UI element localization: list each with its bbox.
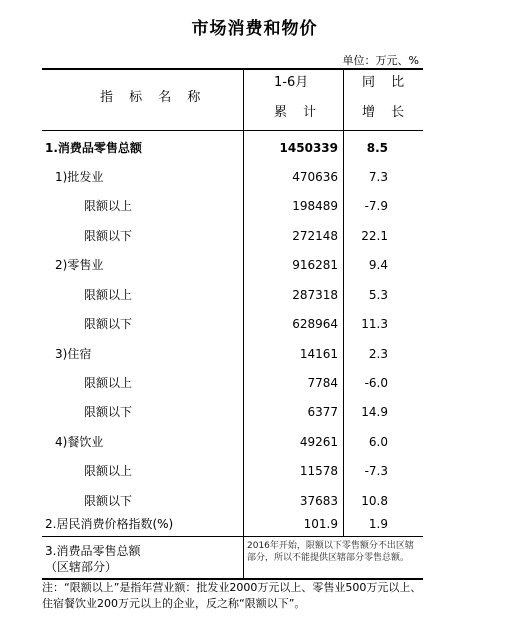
unit-label: 单位：万元、% [342, 54, 419, 67]
header-col2-line2: 增 长 [362, 105, 411, 120]
row-name: 限额以下 [84, 405, 133, 419]
row-name: 限额以下 [84, 317, 133, 331]
row-growth: 11.3 [361, 317, 388, 331]
row-growth: -6.0 [364, 376, 388, 390]
last-row-note: 2016年开始，限额以下零售额分不出区辖部分，所以不能提供区辖部分零售总额。 [247, 541, 414, 563]
table-top-border [42, 68, 423, 70]
row-growth: 9.4 [368, 258, 388, 272]
row-growth: 6.0 [368, 435, 388, 449]
row-separator [42, 536, 423, 537]
row-value: 628964 [292, 317, 338, 331]
row-name: 4)餐饮业 [55, 435, 104, 449]
row-name: 限额以下 [84, 229, 133, 243]
row-growth: 22.1 [361, 229, 388, 243]
page-title: 市场消费和物价 [191, 19, 318, 39]
header-col1-line2: 累 计 [274, 105, 323, 120]
row-name: 1)批发业 [55, 170, 104, 184]
row-value: 916281 [292, 258, 338, 272]
row-value: 287318 [292, 288, 338, 302]
row-growth: 10.8 [361, 494, 388, 508]
row-value: 37683 [299, 494, 338, 508]
row-growth: 5.3 [368, 288, 388, 302]
row-value: 198489 [292, 199, 338, 213]
column-divider-2 [343, 68, 344, 536]
row-growth: 7.3 [368, 170, 388, 184]
row-name: 限额以上 [84, 376, 133, 390]
header-name-col: 指 标 名 称 [100, 90, 207, 105]
row-value: 49261 [299, 435, 338, 449]
row-growth: -7.9 [364, 199, 388, 213]
row-value: 6377 [307, 405, 338, 419]
row-growth: 14.9 [361, 405, 388, 419]
header-col2-line1: 同 比 [362, 75, 411, 90]
last-row-name-line1: 3.消费品零售总额 [45, 544, 141, 558]
row-value: 11578 [299, 464, 338, 478]
row-growth: 2.3 [368, 347, 388, 361]
row-name: 1.消费品零售总额 [45, 141, 142, 155]
row-growth: 1.9 [368, 517, 388, 531]
row-value: 470636 [292, 170, 338, 184]
row-name: 限额以上 [84, 288, 133, 302]
column-divider-1 [243, 68, 244, 578]
header-col1-line1: 1-6月 [274, 75, 309, 90]
row-name: 3)住宿 [55, 347, 92, 361]
row-name: 限额以下 [84, 494, 133, 508]
header-bottom-border [42, 130, 423, 131]
last-row-name-line2: （区辖部分） [45, 560, 118, 574]
row-value: 272148 [292, 229, 338, 243]
row-name: 2)零售业 [55, 258, 104, 272]
row-value: 101.9 [303, 517, 338, 531]
row-name: 限额以上 [84, 199, 133, 213]
row-growth: 8.5 [366, 141, 388, 155]
row-value: 7784 [307, 376, 338, 390]
row-name: 2.居民消费价格指数(%) [45, 517, 174, 531]
row-growth: -7.3 [364, 464, 388, 478]
row-value: 1450339 [279, 141, 338, 155]
row-value: 14161 [299, 347, 338, 361]
footnote: 注：“限额以上”是指年营业额：批发业2000万元以上、零售业500万元以上、住宿餐饮业200万元以上的企业，反之称“限额以下”。 [42, 581, 422, 610]
row-name: 限额以上 [84, 464, 133, 478]
